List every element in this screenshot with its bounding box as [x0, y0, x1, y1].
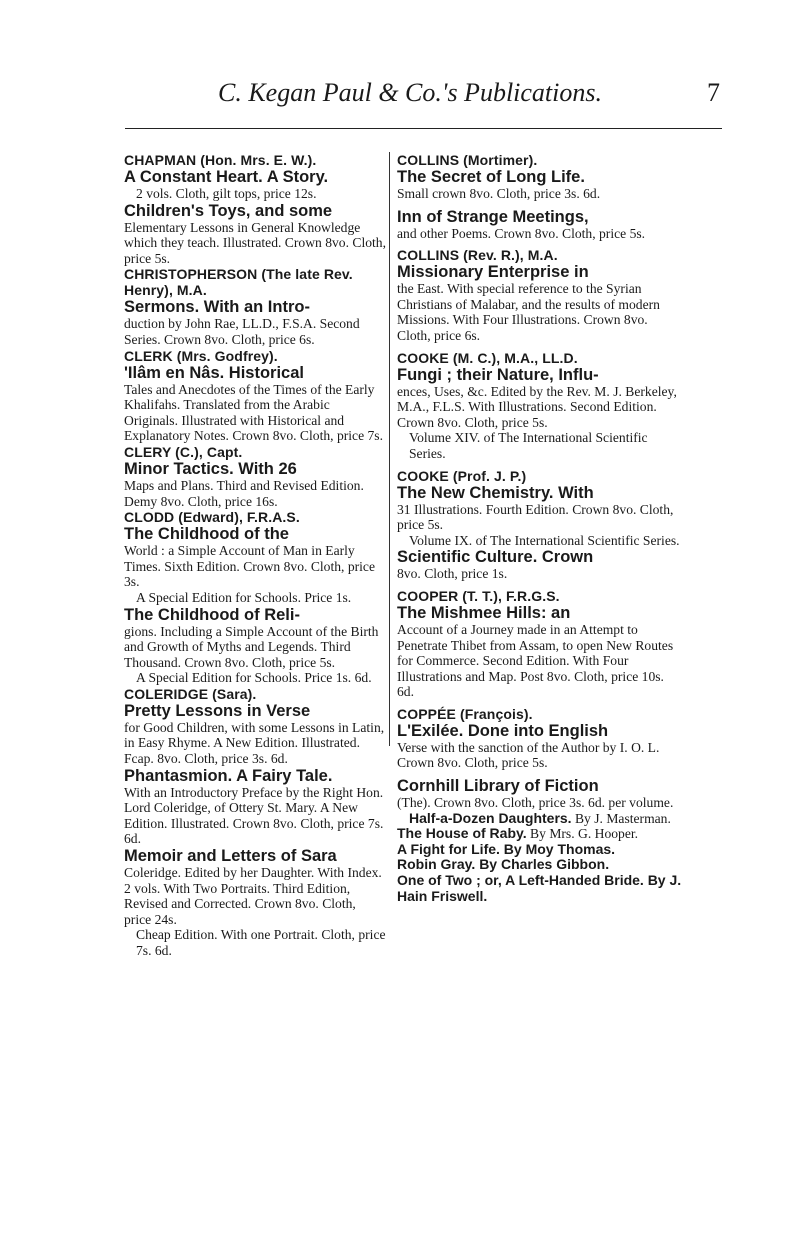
cheap-edition: Cheap Edition. With one Portrait. Cloth, price 7s. 6d. [136, 927, 386, 958]
title-childhood-religions: The Childhood of Reli- [124, 605, 300, 624]
right-column [397, 152, 682, 904]
desc-scientific-culture: 8vo. Cloth, price 1s. [397, 566, 508, 582]
title-exilee: L'Exilée. Done into English [397, 721, 609, 740]
list-item-robin-gray: Robin Gray. By Charles Gibbon. [397, 856, 610, 873]
desc-fungi: ences, Uses, &c. Edited by the Rev. M. J. Berkeley, M.A., F.L.S. With Illustrations. Second Edition. Crown 8vo. Cloth, price 5s. [397, 383, 677, 430]
desc-sermons: duction by John Rae, LL.D., F.S.A. Second Series. Crown 8vo. Cloth, price 6s. [124, 316, 360, 347]
author-clodd: CLODD (Edward), F.R.A.S. [124, 509, 300, 526]
title-mishmee-hills: The Mishmee Hills: an [397, 603, 571, 622]
left-column [124, 152, 386, 959]
list-item-half-dozen-title: Half-a-Dozen Daughters. [409, 809, 572, 826]
title-fungi: Fungi ; their Nature, Influ- [397, 365, 599, 384]
desc-memoir-letters: Coleridge. Edited by her Daughter. With Index. 2 vols. With Two Portraits. Third Edition, Revised and Corrected. Crown 8vo. Cloth, price 24s. [124, 865, 382, 927]
desc-phantasmion: With an Introductory Preface by the Right Hon. Lord Coleridge, of Ottery St. Mary. A New Edition. Illustrated. Crown 8vo. Cloth, price 7s. 6d. [124, 784, 384, 847]
running-title: C. Kegan Paul & Co.'s Publications. [217, 78, 602, 107]
desc-secret-long-life: Small crown 8vo. Cloth, price 3s. 6d. [397, 186, 601, 201]
author-clerk: CLERK (Mrs. Godfrey). [124, 347, 278, 364]
desc-childhood-religions: gions. Including a Simple Account of the Birth and Growth of Myths and Legends. Third Thousand. Crown 8vo. Cloth, price 5s. [124, 623, 379, 670]
title-ilam-en-nas: 'Ilâm en Nâs. Historical [124, 363, 304, 382]
page-header [160, 78, 720, 118]
desc-constant-heart: 2 vols. Cloth, gilt tops, price 12s. [136, 186, 317, 201]
list-item-fight-for-life: A Fight for Life. By Moy Thomas. [397, 840, 616, 857]
volume-new-chemistry: Volume IX. of The International Scientific Series. [409, 532, 680, 548]
desc-minor-tactics: Maps and Plans. Third and Revised Edition. Demy 8vo. Cloth, price 16s. [124, 477, 364, 509]
desc-inn-strange-meetings: and other Poems. Crown 8vo. Cloth, price 5s. [397, 225, 646, 241]
title-cornhill-library: Cornhill Library of Fiction [397, 777, 599, 796]
title-sermons: Sermons. With an Intro- [124, 298, 310, 317]
title-new-chemistry: The New Chemistry. With [397, 483, 594, 502]
list-item-house-raby [397, 826, 682, 842]
desc-new-chemistry: 31 Illustrations. Fourth Edition. Crown 8vo. Cloth, price 5s. [397, 501, 674, 533]
list-item-half-dozen [397, 811, 682, 827]
author-collins-mortimer: COLLINS (Mortimer). [397, 152, 538, 168]
title-inn-strange-meetings: Inn of Strange Meetings, [397, 207, 589, 226]
author-collins-r: COLLINS (Rev. R.), M.A. [397, 247, 558, 264]
desc-cornhill-library: (The). Crown 8vo. Cloth, price 3s. 6d. per volume. [397, 795, 674, 811]
column-divider [389, 152, 390, 746]
page-number: 7 [707, 78, 720, 107]
author-clery: CLERY (C.), Capt. [124, 443, 243, 460]
list-item-one-of-two: One of Two ; or, A Left-Handed Bride. By J. Hain Friswell. [397, 872, 682, 904]
author-cooke-m: COOKE (M. C.), M.A., LL.D. [397, 349, 578, 366]
title-childrens-toys: Children's Toys, and some [124, 201, 333, 220]
desc-exilee: Verse with the sanction of the Author by I. O. L. Crown 8vo. Cloth, price 5s. [397, 739, 660, 771]
author-coppee: COPPÉE (François). [397, 705, 533, 722]
desc-ilam-en-nas: Tales and Anecdotes of the Times of the Early Khalifahs. Translated from the Arabic Originals. Illustrated with Historical and Explanatory Notes. Crown 8vo. Cloth, price 7s. [124, 381, 383, 444]
volume-fungi: Volume XIV. of The International Scientific Series. [409, 430, 648, 461]
desc-mishmee-hills: Account of a Journey made in an Attempt to Penetrate Thibet from Assam, to open New Routes for Commerce. Second Edition. With Four Illustrations and Map. Post 8vo. Cloth, price 10s. 6d. [397, 621, 674, 700]
desc-childhood-world: World : a Simple Account of Man in Early Times. Sixth Edition. Crown 8vo. Cloth, price 3s. [124, 543, 375, 590]
author-cooper: COOPER (T. T.), F.R.G.S. [397, 587, 560, 604]
title-pretty-lessons: Pretty Lessons in Verse [124, 701, 311, 720]
title-constant-heart: A Constant Heart. A Story. [124, 168, 329, 186]
title-secret-long-life: The Secret of Long Life. [397, 168, 585, 186]
author-cooke-j: COOKE (Prof. J. P.) [397, 467, 527, 484]
title-memoir-letters: Memoir and Letters of Sara [124, 847, 337, 866]
special-edition-religions: A Special Edition for Schools. Price 1s. 6d. [136, 670, 372, 686]
desc-missionary-enterprise: the East. With special reference to the Syrian Christians of Malabar, and the results of modern Missions. With Four Illustrations. Crown 8vo. Cloth, price 6s. [397, 281, 660, 343]
title-childhood-world: The Childhood of the [124, 525, 289, 544]
list-item-half-dozen-author: By J. Masterman. [571, 810, 671, 826]
author-chapman: CHAPMAN (Hon. Mrs. E. W.). [124, 152, 317, 168]
author-christopherson: CHRISTOPHERSON (The late Rev. Henry), M.A. [124, 266, 353, 299]
title-scientific-culture: Scientific Culture. Crown [397, 548, 594, 567]
title-minor-tactics: Minor Tactics. With 26 [124, 459, 297, 478]
author-coleridge: COLERIDGE (Sara). [124, 685, 257, 702]
header-rule [125, 128, 722, 129]
special-edition-world: A Special Edition for Schools. Price 1s. [136, 589, 352, 605]
title-phantasmion: Phantasmion. A Fairy Tale. [124, 766, 333, 785]
title-missionary-enterprise: Missionary Enterprise in [397, 263, 589, 282]
desc-childrens-toys: Elementary Lessons in General Knowledge which they teach. Illustrated. Crown 8vo. Cloth, price 5s. [124, 219, 387, 266]
list-item-house-raby-title: The House of Raby. [397, 825, 527, 842]
desc-pretty-lessons: for Good Children, with some Lessons in Latin, in Easy Rhyme. A New Edition. Illustrated. Fcap. 8vo. Cloth, price 3s. 6d. [124, 719, 385, 767]
list-item-house-raby-author: By Mrs. G. Hooper. [526, 826, 639, 842]
